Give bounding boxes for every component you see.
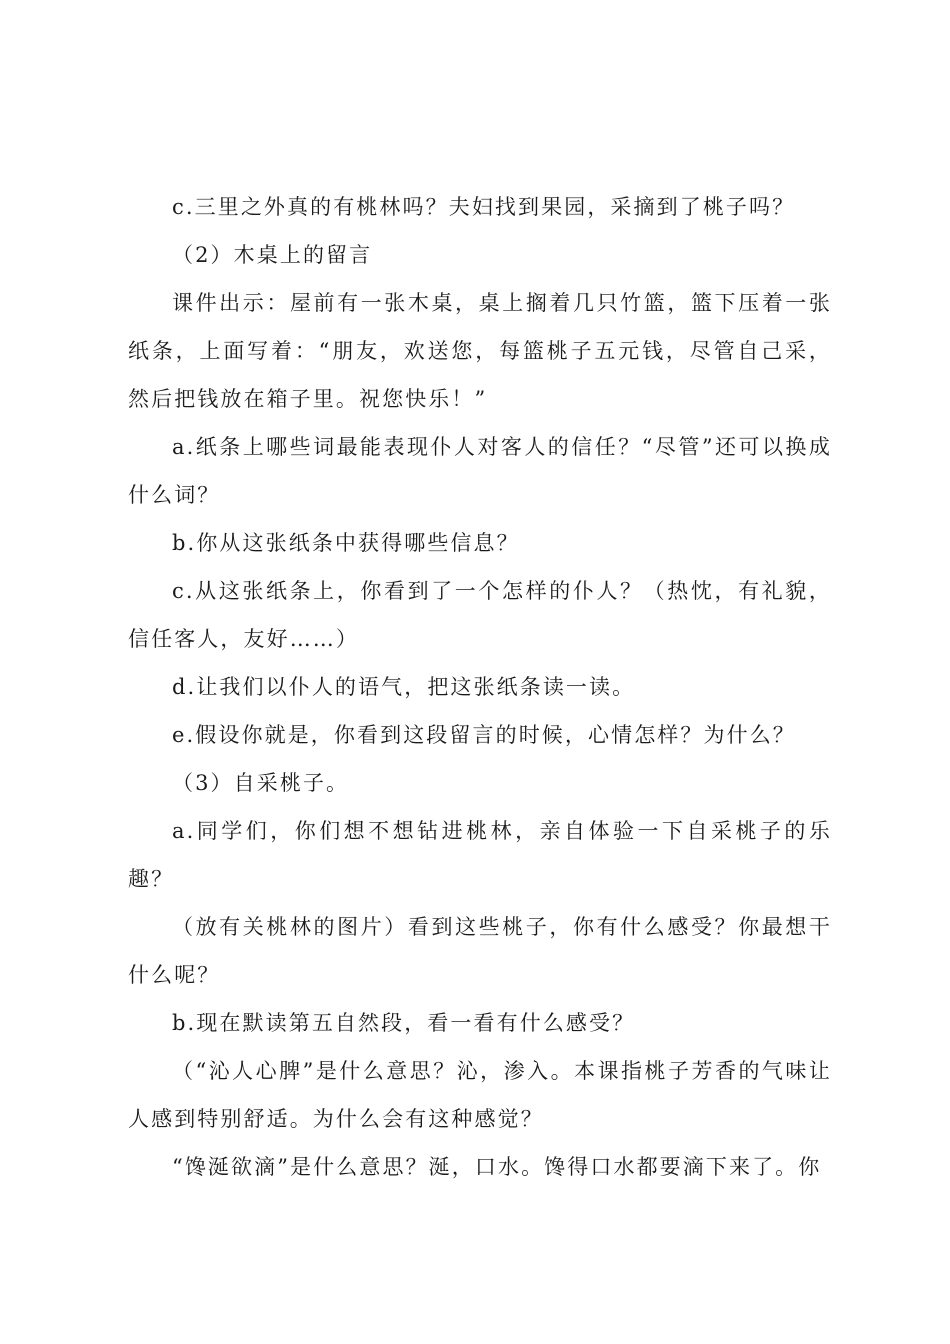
paragraph: d.让我们以仆人的语气，把这张纸条读一读。 xyxy=(172,675,636,699)
paragraph: （放有关桃林的图片）看到这些桃子，你有什么感受？你最想干什么呢？ xyxy=(128,915,832,987)
paragraph: c.三里之外真的有桃林吗？夫妇找到果园，采摘到了桃子吗？ xyxy=(172,195,796,219)
section-heading: （2）木桌上的留言 xyxy=(172,243,373,267)
section-heading: （3）自采桃子。 xyxy=(172,771,350,795)
paragraph: 课件出示：屋前有一张木桌，桌上搁着几只竹篮，篮下压着一张纸条，上面写着：“朋友，欢送您，每篮桃子五元钱，尽管自己采，然后把钱放在箱子里。祝您快乐！” xyxy=(128,291,832,411)
paragraph: b.现在默读第五自然段，看一看有什么感受？ xyxy=(172,1011,636,1035)
paragraph: “馋涎欲滴”是什么意思？涎，口水。馋得口水都要滴下来了。你 xyxy=(172,1155,822,1179)
paragraph: c.从这张纸条上，你看到了一个怎样的仆人？（热忱，有礼貌，信任客人，友好……） xyxy=(128,579,832,651)
paragraph: （“沁人心脾”是什么意思？沁，渗入。本课指桃子芳香的气味让人感到特别舒适。为什么会有这种感觉？ xyxy=(128,1059,832,1131)
paragraph: e.假设你就是，你看到这段留言的时候，心情怎样？为什么？ xyxy=(172,723,796,747)
paragraph: a.同学们，你们想不想钻进桃林，亲自体验一下自采桃子的乐趣？ xyxy=(128,819,832,891)
document-body xyxy=(128,183,832,1191)
paragraph: b.你从这张纸条中获得哪些信息？ xyxy=(172,531,520,555)
paragraph: a.纸条上哪些词最能表现仆人对客人的信任？“尽管”还可以换成什么词？ xyxy=(128,435,832,507)
